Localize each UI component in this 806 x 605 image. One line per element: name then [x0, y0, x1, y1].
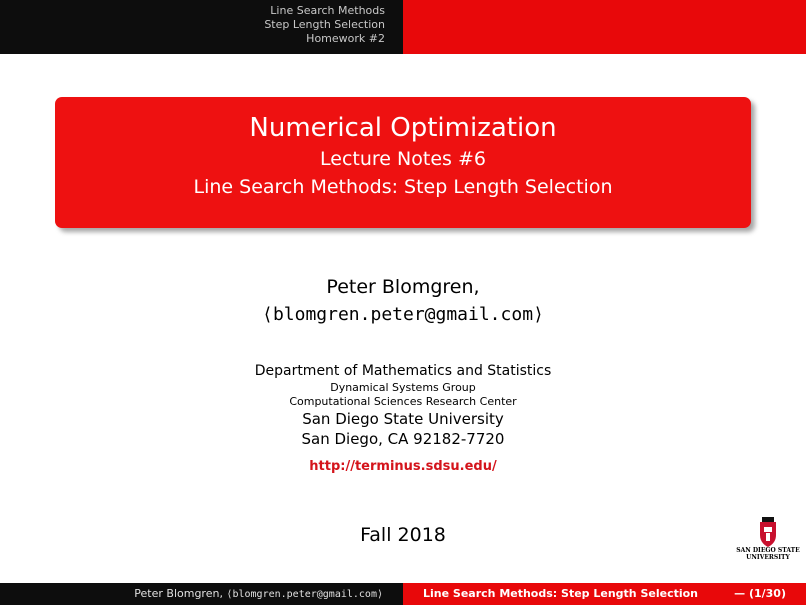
sdsu-shield-icon [757, 517, 779, 547]
institution-block [0, 362, 806, 476]
department: Department of Mathematics and Statistics [254, 363, 552, 379]
footer-page-number: — (1/30) [734, 587, 786, 600]
university-name: San Diego State University [302, 410, 504, 428]
author-block [0, 274, 806, 330]
footer-author-email: ⟨blomgren.peter@gmail.com⟩ [226, 589, 383, 600]
lecture-subtitle: Line Search Methods: Step Length Selection [193, 176, 613, 198]
presentation-title: Numerical Optimization [249, 113, 557, 143]
research-group: Dynamical Systems Group [330, 381, 476, 394]
nav-item-line-search-methods[interactable]: Line Search Methods [270, 4, 385, 17]
footer-section-title[interactable]: Line Search Methods: Step Length Selection [423, 587, 699, 600]
footer-author [0, 583, 403, 605]
website-link[interactable]: http://terminus.sdsu.edu/ [309, 459, 497, 474]
logo-line-2: UNIVERSITY [746, 554, 790, 561]
logo-line-1: SAN DIEGO STATE [736, 547, 800, 554]
research-center: Computational Sciences Research Center [289, 395, 517, 408]
lecture-number: Lecture Notes #6 [320, 148, 486, 170]
footer-section [403, 583, 806, 605]
section-navigation [0, 0, 403, 54]
top-navigation-bar [0, 0, 806, 54]
date: Fall 2018 [360, 524, 446, 546]
university-address: San Diego, CA 92182-7720 [301, 430, 505, 448]
author-name: Peter Blomgren, [326, 276, 480, 298]
nav-item-step-length-selection[interactable]: Step Length Selection [264, 18, 385, 31]
footer-author-name: Peter Blomgren, [134, 587, 223, 600]
university-logo [730, 517, 806, 569]
top-bar-accent [403, 0, 806, 54]
title-block [55, 97, 751, 228]
nav-item-homework-2[interactable]: Homework #2 [306, 32, 385, 45]
footer-bar [0, 583, 806, 605]
author-email: ⟨blomgren.peter@gmail.com⟩ [262, 304, 544, 325]
